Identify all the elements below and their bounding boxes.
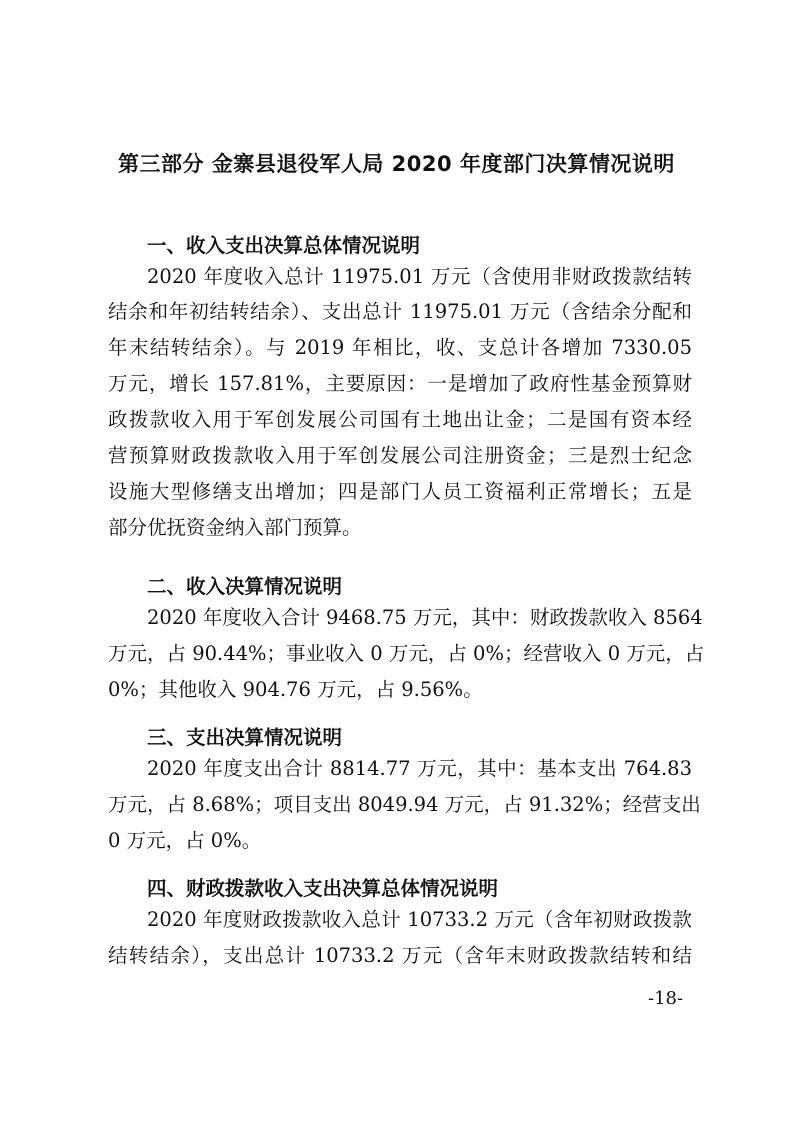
section-3-line-3: 0 万元，占 0%。 xyxy=(108,829,262,852)
section-2-heading: 二、收入决算情况说明 xyxy=(147,575,343,598)
section-3-line-2: 万元，占 8.68%；项目支出 8049.94 万元，占 91.32%；经营支出 xyxy=(108,793,701,816)
section-1-line-8: 部分优抚资金纳入部门预算。 xyxy=(108,516,362,539)
section-1-line-6: 营预算财政拨款收入用于军创发展公司注册资金；三是烈士纪念 xyxy=(108,444,692,467)
section-3-heading: 三、支出决算情况说明 xyxy=(147,726,343,749)
section-4-line-1: 2020 年度财政拨款收入总计 10733.2 万元（含年初财政拨款 xyxy=(147,908,692,931)
section-1-line-4: 万元，增长 157.81%，主要原因：一是增加了政府性基金预算财 xyxy=(108,372,692,395)
section-2-line-3: 0%；其他收入 904.76 万元，占 9.56%。 xyxy=(108,678,483,701)
section-3-line-1: 2020 年度支出合计 8814.77 万元，其中：基本支出 764.83 xyxy=(147,757,692,780)
section-2-line-1: 2020 年度收入合计 9468.75 万元，其中：财政拨款收入 8564 xyxy=(147,606,703,629)
section-4-heading: 四、财政拨款收入支出决算总体情况说明 xyxy=(147,877,499,900)
section-4-line-2: 结转结余），支出总计 10733.2 万元（含年末财政拨款结转和结 xyxy=(108,944,692,967)
section-1-line-5: 政拨款收入用于军创发展公司国有土地出让金；二是国有资本经 xyxy=(108,408,692,431)
page-title: 第三部分 金寨县退役军人局 2020 年度部门决算情况说明 xyxy=(118,152,675,176)
section-1-line-1: 2020 年度收入总计 11975.01 万元（含使用非财政拨款结转 xyxy=(147,265,692,288)
section-1-line-3: 年末结转结余）。与 2019 年相比，收、支总计各增加 7330.05 xyxy=(108,336,692,359)
page-number: -18- xyxy=(648,988,684,1009)
section-1-heading: 一、收入支出决算总体情况说明 xyxy=(147,234,421,257)
section-1-line-7: 设施大型修缮支出增加；四是部门人员工资福利正常增长；五是 xyxy=(108,480,692,503)
section-2-line-2: 万元，占 90.44%；事业收入 0 万元，占 0%；经营收入 0 万元，占 xyxy=(108,642,705,665)
section-1-line-2: 结余和年初结转结余）、支出总计 11975.01 万元（含结余分配和 xyxy=(108,300,692,323)
